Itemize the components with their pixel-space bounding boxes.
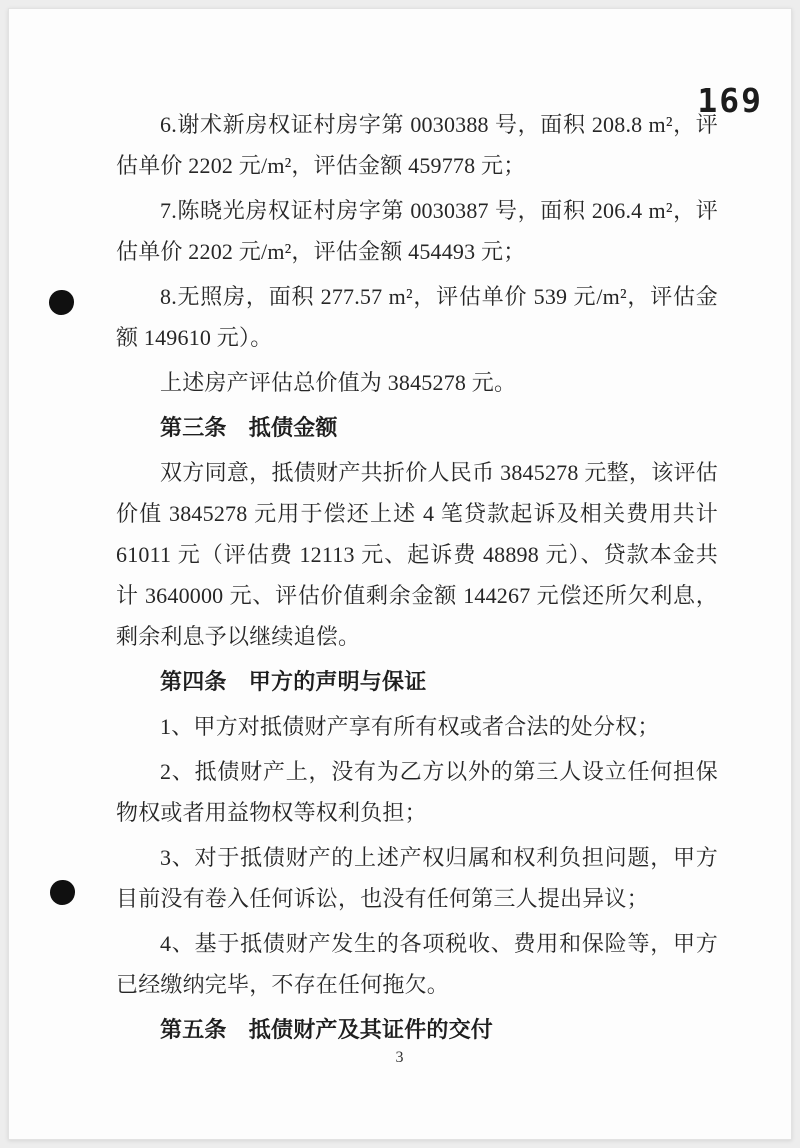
archive-page-stamp: 169 <box>697 81 763 120</box>
paragraph-clause-4-item-1: 1、甲方对抵债财产享有所有权或者合法的处分权； <box>160 714 660 739</box>
list-item-property-7: 7.陈晓光房权证村房字第 0030387 号，面积 206.4 m²，评估单价 2202 元/m²，评估金额 454493 元； <box>116 198 718 264</box>
contract-page <box>8 8 792 1140</box>
list-item-property-6: 6.谢术新房权证村房字第 0030388 号，面积 208.8 m²，评估单价 2202 元/m²，评估金额 459778 元； <box>116 112 718 178</box>
heading-clause-3: 第三条 抵债金额 <box>160 415 338 440</box>
paragraph-clause-4-item-3: 3、对于抵债财产的上述产权归属和权利负担问题，甲方目前没有卷入任何诉讼，也没有任何第三人提出异议； <box>116 845 718 911</box>
paragraph-clause-4-item-2: 2、抵债财产上，没有为乙方以外的第三人设立任何担保物权或者用益物权等权利负担； <box>116 759 718 825</box>
list-item-property-8: 8.无照房，面积 277.57 m²，评估单价 539 元/m²，评估金额 149610 元）。 <box>116 284 718 350</box>
paragraph-total-value: 上述房产评估总价值为 3845278 元。 <box>160 370 517 395</box>
hole-punch-mark-bottom <box>50 880 75 905</box>
footer-page-number: 3 <box>395 1049 405 1066</box>
contract-body <box>116 104 718 1054</box>
heading-clause-5: 第五条 抵债财产及其证件的交付 <box>160 1017 494 1042</box>
heading-clause-4: 第四条 甲方的声明与保证 <box>160 669 427 694</box>
paragraph-clause-4-item-4: 4、基于抵债财产发生的各项税收、费用和保险等，甲方已经缴纳完毕，不存在任何拖欠。 <box>116 931 718 997</box>
hole-punch-mark-top <box>49 290 74 315</box>
paragraph-clause-3-body: 双方同意，抵债财产共折价人民币 3845278 元整，该评估价值 3845278 元用于偿还上述 4 笔贷款起诉及相关费用共计 61011 元（评估费 12113 元、起诉费 48898 元）、贷款本金共计 3640000 元、评估价值剩余金额 144267 元偿还所欠利息，剩余利息予以继续追偿。 <box>116 460 718 649</box>
